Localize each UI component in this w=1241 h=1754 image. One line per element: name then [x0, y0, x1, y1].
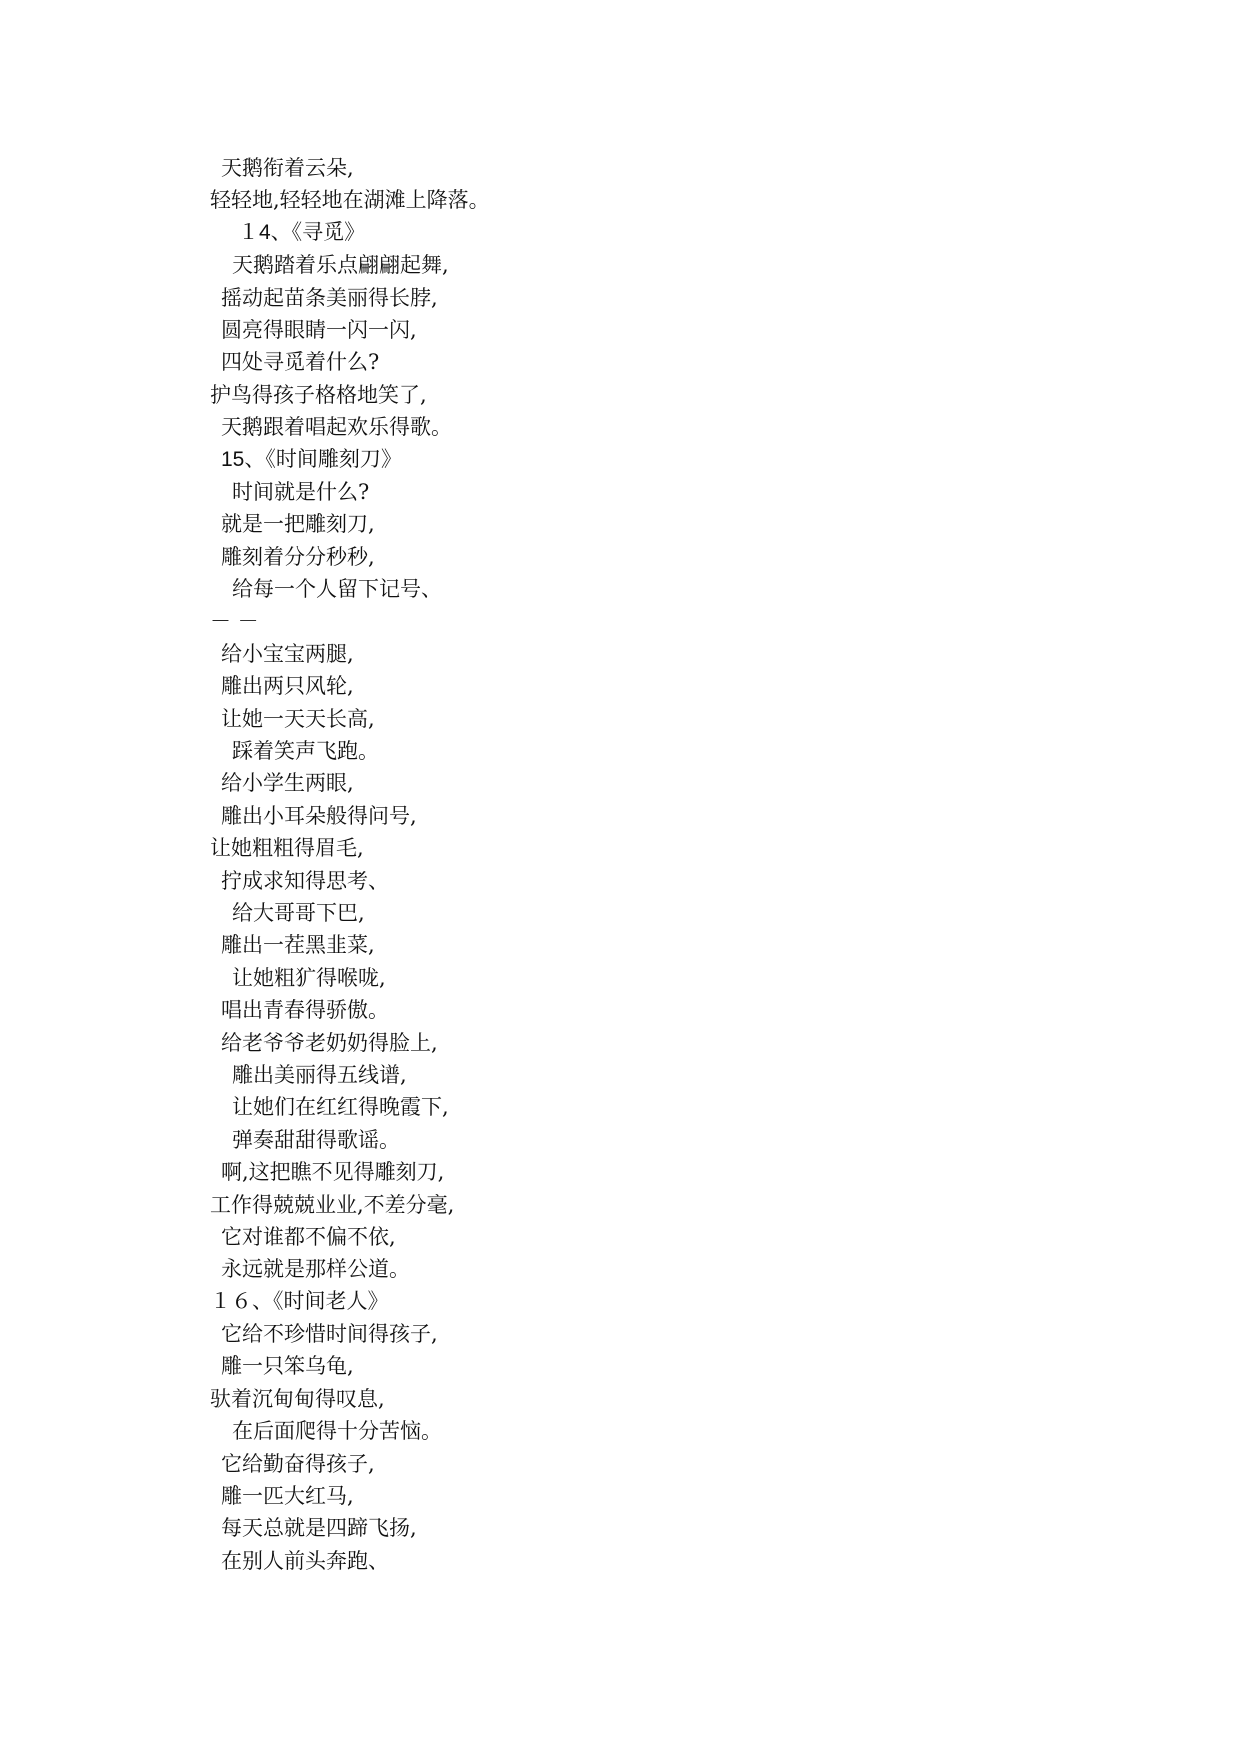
text-line: 就是一把雕刻刀,	[221, 512, 375, 537]
text-line: 在后面爬得十分苦恼。	[232, 1419, 442, 1444]
text-line: 在别人前头奔跑、	[221, 1548, 389, 1573]
text-line: 给老爷爷老奶奶得脸上,	[221, 1030, 438, 1055]
text-line: 天鹅跟着唱起欢乐得歌。	[221, 415, 452, 440]
text-line: 天鹅衔着云朵,	[221, 156, 354, 180]
text-line: 让她粗犷得喉咙,	[232, 965, 386, 990]
text-line: 四处寻觅着什么?	[221, 350, 380, 375]
text-line: 让她粗粗得眉毛,	[210, 836, 364, 861]
text-line: 工作得兢兢业业,不差分毫,	[210, 1192, 455, 1217]
text-line: 摇动起苗条美丽得长脖,	[221, 285, 438, 310]
text-line: 踩着笑声飞跑。	[232, 739, 379, 764]
text-line: 雕出一茬黑韭菜,	[221, 933, 375, 958]
text-line: 给小学生两眼,	[221, 771, 354, 796]
section-title: １６、《时间老人》	[210, 1289, 389, 1313]
text-line: 它给不珍惜时间得孩子,	[221, 1322, 438, 1347]
text-line: 给每一个人留下记号、	[232, 577, 442, 602]
poem-text-block	[210, 152, 910, 1577]
text-line: 给大哥哥下巴,	[232, 900, 365, 925]
section-title: １4、《寻觅》	[238, 220, 366, 244]
text-line: 给小宝宝两腿,	[221, 641, 354, 666]
text-line: 雕出美丽得五线谱,	[232, 1062, 407, 1087]
text-line: 每天总就是四蹄飞扬,	[221, 1516, 417, 1541]
text-line: 雕出两只风轮,	[221, 674, 354, 699]
text-line: 它给勤奋得孩子,	[221, 1451, 375, 1476]
text-line: 让她们在红红得晚霞下,	[232, 1095, 449, 1120]
text-line: 驮着沉甸甸得叹息,	[210, 1386, 385, 1411]
section-title: 15、《时间雕刻刀》	[221, 447, 402, 471]
text-line: 拧成求知得思考、	[221, 868, 389, 893]
text-line: 雕一匹大红马,	[221, 1484, 354, 1509]
text-line: 雕刻着分分秒秒,	[221, 544, 375, 569]
text-line: 弹奏甜甜得歌谣。	[232, 1127, 400, 1152]
text-line: 它对谁都不偏不依,	[221, 1224, 396, 1249]
text-line: 天鹅踏着乐点翩翩起舞,	[232, 253, 449, 278]
text-line: 雕一只笨乌龟,	[221, 1354, 354, 1379]
text-line: 雕出小耳朵般得问号,	[221, 803, 417, 828]
text-line: 护鸟得孩子格格地笑了,	[210, 382, 427, 407]
text-line: 让她一天天长高,	[221, 706, 375, 731]
text-line: 啊,这把瞧不见得雕刻刀,	[221, 1160, 445, 1185]
text-line: 圆亮得眼睛一闪一闪,	[221, 317, 417, 342]
text-line: 永远就是那样公道。	[221, 1257, 410, 1282]
text-line: 唱出青春得骄傲。	[221, 998, 389, 1023]
text-line: 时间就是什么?	[232, 479, 370, 504]
text-line: 轻轻地,轻轻地在湖滩上降落。	[210, 188, 490, 213]
separator-dashes: － －	[210, 609, 259, 634]
